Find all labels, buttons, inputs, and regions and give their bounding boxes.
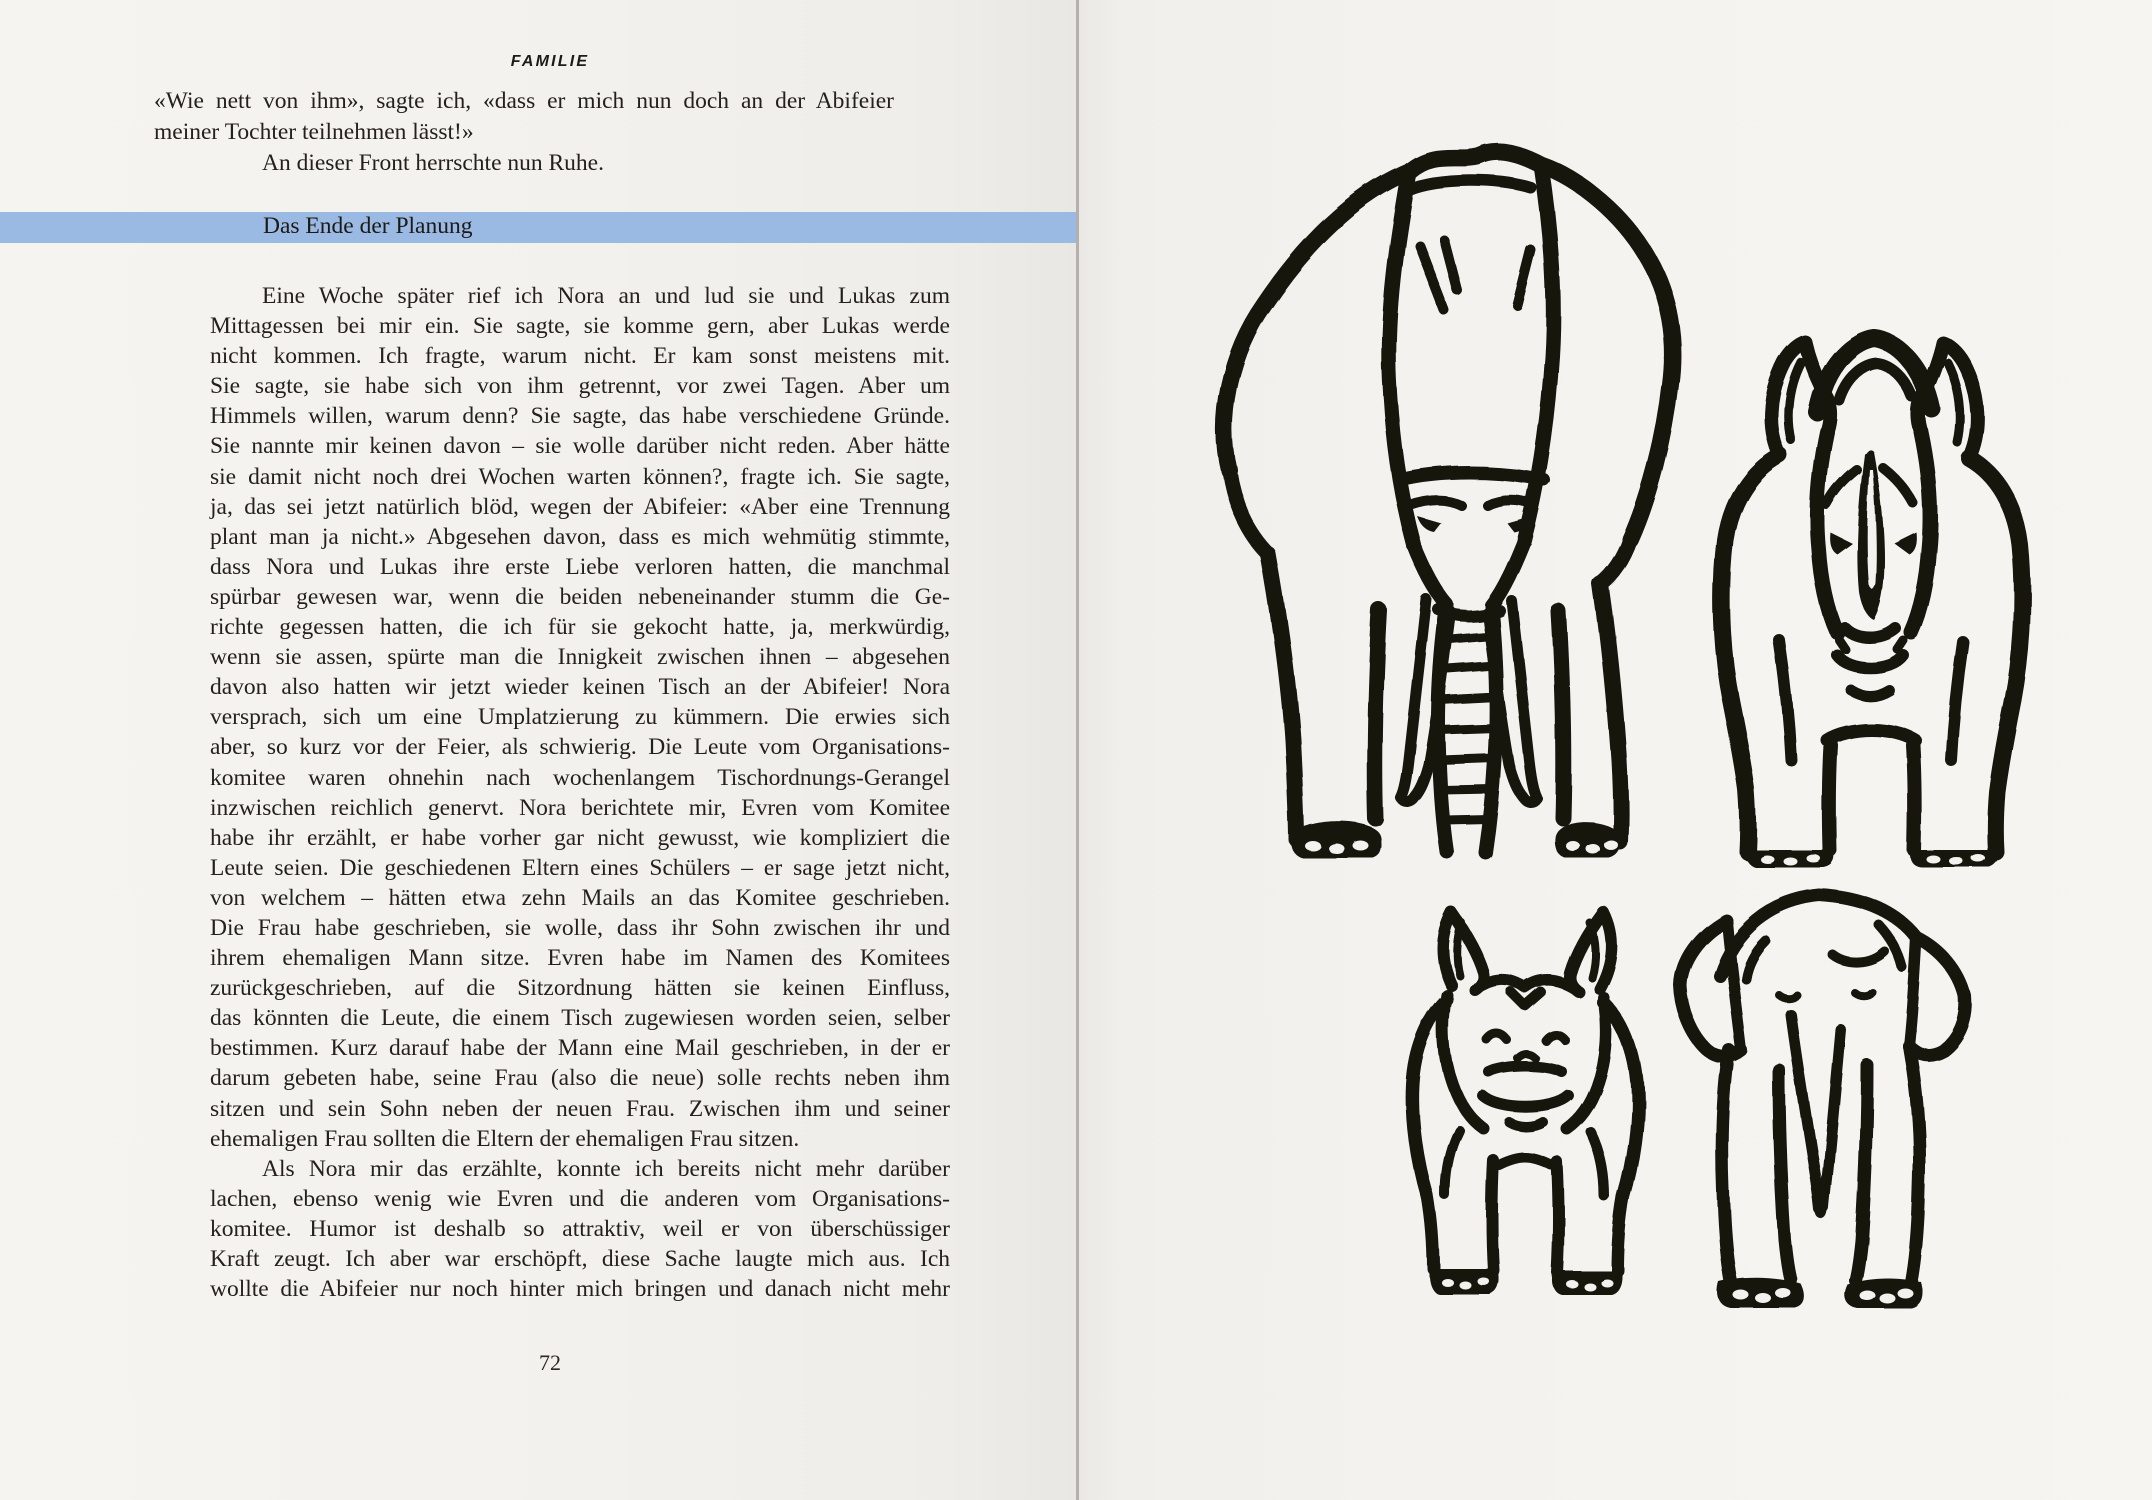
- elephant-calf-illustration: [1680, 895, 1965, 1308]
- text-line: Als Nora mir das erzählte, konnte ich bereits nicht mehr darüber: [262, 1155, 950, 1182]
- text-line: Eine Woche später rief ich Nora an und lud sie und Lukas zum: [262, 283, 950, 309]
- body-paragraphs: [210, 281, 950, 1304]
- text-line: das könnten die Leute, die einem Tisch zugewiesen worden seien, selber: [210, 1005, 950, 1032]
- page-number: 72: [539, 1350, 561, 1375]
- text-line: Die Frau habe geschrieben, sie wolle, dass ihr Sohn zwischen ihr und: [210, 914, 950, 941]
- text-line: wollte die Abifeier nur noch hinter mich bringen und danach nicht mehr: [210, 1276, 950, 1303]
- text-line: bestimmen. Kurz darauf habe der Mann eine Mail geschrieben, in der er: [210, 1035, 950, 1062]
- text-line: komitee. Humor ist deshalb so attraktiv, weil er von überschüssiger: [210, 1215, 950, 1242]
- text-line: Sie nannte mir keinen davon – sie wolle darüber nicht reden. Aber hätte: [210, 433, 950, 460]
- text-line: Kraft zeugt. Ich aber war erschöpft, diese Sache laugte mich aus. Ich: [210, 1246, 950, 1272]
- rhino-calf-illustration: [1413, 912, 1638, 1294]
- section-heading: Das Ende der Planung: [263, 213, 473, 239]
- text-line: «Wie nett von ihm», sagte ich, «dass er mich nun doch an der Abifeier: [154, 88, 894, 114]
- text-line: wenn sie assen, spürte man die Innigkeit zwischen ihnen – abgesehen: [210, 644, 950, 671]
- text-line: ihrem ehemaligen Mann sitze. Evren habe im Namen des Komitees: [210, 945, 950, 972]
- text-line: plant man ja nicht.» Abgesehen davon, dass es mich wehmütig stimmte,: [210, 523, 950, 550]
- text-line: Himmels willen, warum denn? Sie sagte, das habe verschiedene Gründe.: [210, 403, 950, 430]
- text-line: spürbar gewesen war, wenn die beiden nebeneinander stumm die Ge-: [210, 583, 950, 610]
- elephant-adult-illustration: [1224, 152, 1672, 858]
- text-line: meiner Tochter teilnehmen lässt!»: [154, 119, 474, 145]
- text-line: versprach, sich um eine Umplatzierung zu kümmern. Die erwies sich: [210, 704, 950, 731]
- text-line: von welchem – hätten etwa zehn Mails an das Komitee geschrieben.: [210, 884, 950, 911]
- text-line: dass Nora und Lukas ihre erste Liebe verloren hatten, die manchmal: [210, 553, 950, 580]
- text-line: komitee waren ohnehin nach wochenlangem Tischordnungs-Gerangel: [210, 764, 950, 791]
- text-line: habe ihr erzählt, er habe vorher gar nicht gewusst, wie kompliziert die: [210, 824, 950, 851]
- text-line: Leute seien. Die geschiedenen Eltern eines Schülers – er sage jetzt nicht,: [210, 854, 950, 881]
- text-line: nicht kommen. Ich fragte, warum nicht. Er kam sonst meistens mit.: [210, 343, 950, 370]
- text-line: An dieser Front herrschte nun Ruhe.: [262, 150, 604, 176]
- animal-prints-illustration: [1079, 0, 2152, 1500]
- continuation-paragraph: [154, 86, 894, 179]
- text-line: Mittagessen bei mir ein. Sie sagte, sie komme gern, aber Lukas werde: [210, 313, 950, 340]
- right-page: [1079, 0, 2152, 1500]
- text-line: lachen, ebenso wenig wie Evren und die anderen vom Organisations-: [210, 1185, 950, 1212]
- text-line: inzwischen reichlich genervt. Nora berichtete mir, Evren vom Komitee: [210, 794, 950, 821]
- text-line: Sie sagte, sie habe sich von ihm getrennt, vor zwei Tagen. Aber um: [210, 373, 950, 400]
- text-line: zurückgeschrieben, auf die Sitzordnung hätten sie keinen Einfluss,: [210, 975, 950, 1002]
- rhino-adult-illustration: [1722, 338, 2023, 867]
- text-line: sie damit nicht noch drei Wochen warten können?, fragte ich. Sie sagte,: [210, 463, 950, 490]
- text-line: richte gegessen hatten, die ich für sie gekocht hatte, ja, merkwürdig,: [210, 614, 950, 641]
- text-line: sitzen und sein Sohn neben der neuen Frau. Zwischen ihm und seiner: [210, 1095, 950, 1122]
- text-line: aber, so kurz vor der Feier, als schwierig. Die Leute vom Organisations-: [210, 734, 950, 761]
- section-heading-highlight: [0, 212, 1076, 243]
- running-header: FAMILIE: [510, 53, 590, 70]
- text-line: ehemaligen Frau sollten die Eltern der ehemaligen Frau sitzen.: [210, 1125, 800, 1152]
- text-line: ja, das sei jetzt natürlich blöd, wegen der Abifeier: «Aber eine Trennung: [210, 493, 950, 520]
- text-line: davon also hatten wir jetzt wieder keinen Tisch an der Abifeier! Nora: [210, 674, 950, 701]
- text-line: darum gebeten habe, seine Frau (also die neue) solle rechts neben ihm: [210, 1065, 950, 1092]
